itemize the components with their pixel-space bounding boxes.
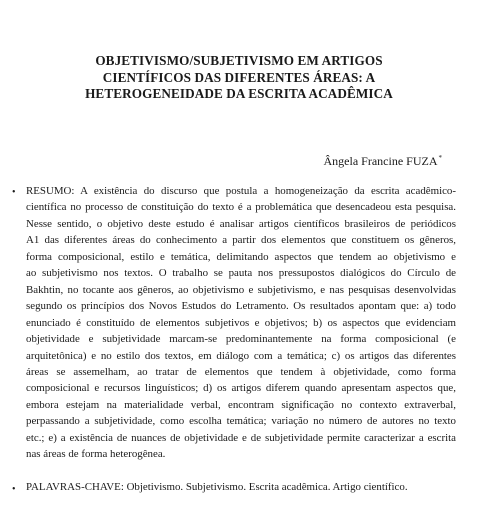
keywords-bullet: • bbox=[12, 484, 16, 495]
abstract-line: áreas se assemelham, ao tratar de elementos que tendem à objetividade, como forma bbox=[26, 365, 456, 378]
title-line: HETEROGENEIDADE DA ESCRITA ACADÊMICA bbox=[85, 86, 393, 101]
abstract-line: objetividade e subjetividade marcam-se predominantemente na forma composicional (e bbox=[26, 333, 456, 346]
abstract-line: RESUMO: A existência do discurso que postula a homogeneização da escrita acadêmico- bbox=[26, 185, 456, 197]
abstract-line: etc.; e) a existência de nuances de objetividade e de subjetividade permite caracterizar a escrita bbox=[26, 431, 456, 444]
abstract-bullet: • bbox=[12, 187, 16, 198]
author-line bbox=[324, 154, 442, 169]
abstract-line: Bakhtin, no tocante aos gêneros, ao objetivismo e subjetivismo, e nas pesquisas desenvolvidas bbox=[26, 283, 456, 296]
author-footnote-mark: * bbox=[438, 154, 442, 162]
abstract-line: ao subjetivismo nos textos. O trabalho se pauta nos pressupostos dialógicos do Círculo de bbox=[26, 267, 456, 280]
title-line: OBJETIVISMO/SUBJETIVISMO EM ARTIGOS bbox=[95, 53, 383, 68]
abstract-line: forma composicional, estilo e temática, delimitando aspectos que tendem ao objetivismo e bbox=[26, 250, 456, 263]
abstract-line: arquitetônica) e no estilo dos textos, em diálogo com a temática; c) os artigos das diferentes bbox=[26, 349, 456, 362]
abstract-line: perpassando a subjetividade, como escolha temática; variação no número de autores no texto bbox=[26, 415, 456, 428]
abstract-line: embora estejam na materialidade verbal, encontram significação no contexto extraverbal, bbox=[26, 398, 456, 411]
abstract-line: segundo os princípios dos Novos Estudos do Letramento. Os resultados apontam que: a) todo bbox=[26, 300, 456, 313]
abstract-line: A1 das diferentes áreas do conhecimento a partir dos elementos que constituem os gêneros, bbox=[26, 234, 456, 247]
author-name: Ângela Francine FUZA bbox=[323, 154, 438, 168]
abstract-line: nas áreas de forma heterogênea. bbox=[26, 448, 166, 461]
title-line: CIENTÍFICOS DAS DIFERENTES ÁREAS: A bbox=[102, 69, 376, 85]
article-title bbox=[30, 53, 448, 103]
abstract-line: científica no processo de constituição do texto é a problemática que desencadeou esta pesquisa. bbox=[26, 201, 456, 214]
abstract-line: Nesse sentido, o objetivo deste estudo é analisar artigos científicos brasileiros de periódicos bbox=[26, 217, 456, 230]
abstract-paragraph bbox=[26, 183, 456, 463]
abstract-line: enunciado é constituído de elementos subjetivos e objetivos; b) os aspectos que evidenciam bbox=[26, 316, 456, 329]
abstract-line: composicional e recursos linguísticos; d) os artigos diferem quando apresentam aspectos que, bbox=[26, 382, 456, 395]
keywords-line: PALAVRAS-CHAVE: Objetivismo. Subjetivismo. Escrita acadêmica. Artigo científico. bbox=[26, 481, 408, 493]
